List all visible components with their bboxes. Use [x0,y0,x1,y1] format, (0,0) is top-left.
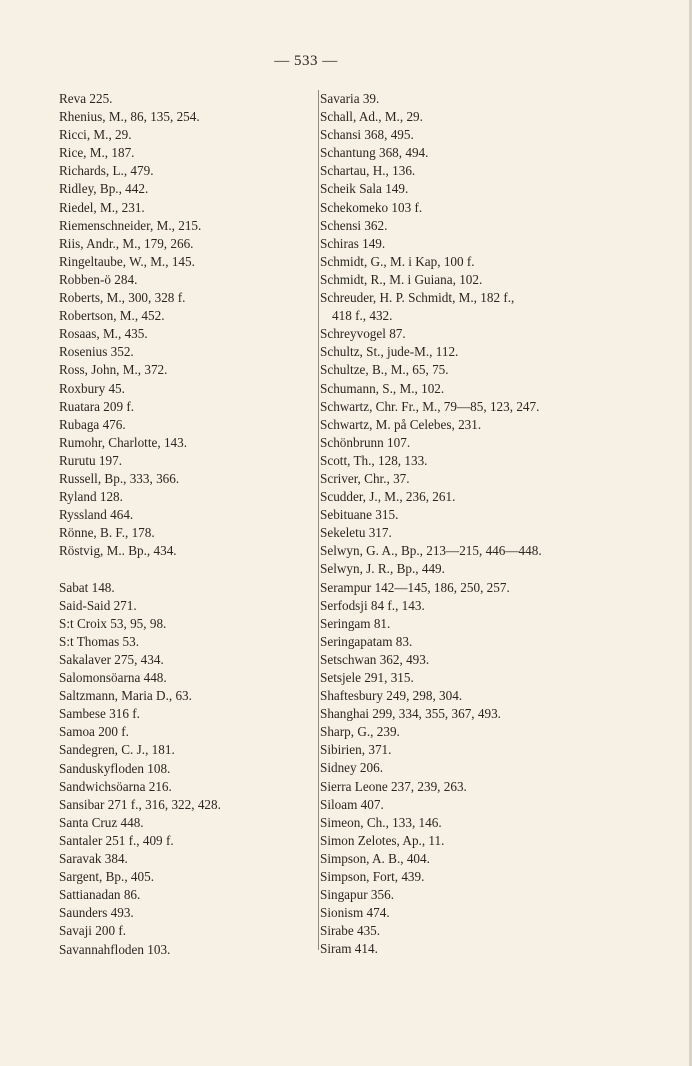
index-entry: Schultze, B., M., 65, 75. [320,362,449,378]
index-entry: Singapur 356. [320,887,394,903]
index-entry: Schwartz, M. på Celebes, 231. [320,416,482,432]
index-entry: Scudder, J., M., 236, 261. [320,489,456,505]
index-entry: Seringapatam 83. [320,633,413,649]
index-entry: Sionism 474. [320,905,390,921]
index-entry: Rumohr, Charlotte, 143. [59,434,188,450]
index-entry: Richards, L., 479. [59,163,154,179]
index-entry: Savaria 39. [320,91,380,106]
index-entry: Sharp, G., 239. [320,724,400,740]
index-entry: Scheik Sala 149. [320,181,409,197]
index-entry: Rosenius 352. [59,344,134,360]
index-entry: Riis, Andr., M., 179, 266. [59,235,194,251]
index-entry: Selwyn, G. A., Bp., 213—215, 446—448. [320,543,542,559]
index-entry: Selwyn, J. R., Bp., 449. [320,561,445,577]
index-entry: Simeon, Ch., 133, 146. [320,814,442,830]
index-entry: Schreyvogel 87. [320,326,406,342]
index-entry: Siloam 407. [320,796,384,812]
index-entry: Ringeltaube, W., M., 145. [59,253,195,269]
index-entry: Riemenschneider, M., 215. [59,217,202,233]
index-entry: Sirabe 435. [320,923,381,939]
index-entry: Rhenius, M., 86, 135, 254. [59,109,200,125]
index-entry: Sandwichsöarna 216. [59,778,172,794]
index-entry: Santaler 251 f., 409 f. [59,832,174,848]
index-entry: Schreuder, H. P. Schmidt, M., 182 f., [320,290,515,306]
index-entry: Sandegren, C. J., 181. [59,742,175,758]
index-entry: Ruatara 209 f. [59,398,135,414]
index-entry: Simpson, Fort, 439. [320,869,425,885]
index-entry: Setsjele 291, 315. [320,670,414,685]
index-entry: Serfodsji 84 f., 143. [320,597,425,613]
index-entry: Roxbury 45. [59,380,125,396]
index-entry: Riedel, M., 231. [59,199,145,215]
index-entry: Roberts, M., 300, 328 f. [59,290,186,306]
section-gap [59,560,309,578]
index-entry: Sidney 206. [320,760,384,776]
index-entry: Saltzmann, Maria D., 63. [59,688,192,704]
index-entry: Sambese 316 f. [59,706,140,722]
index-entry: Sebituane 315. [320,507,399,523]
index-entry: Schmidt, G., M. i Kap, 100 f. [320,253,475,269]
index-entry: Saravak 384. [59,851,128,867]
index-entry: Savannahfloden 103. [59,941,171,957]
index-entry: S:t Croix 53, 95, 98. [59,615,167,631]
index-entry: Scriver, Chr., 37. [320,470,410,486]
index-entry: 418 f., 432. [332,308,393,324]
index-entry: Sabat 148. [59,579,115,595]
index-entry: Sansibar 271 f., 316, 322, 428. [59,796,221,812]
index-entry: Schmidt, R., M. i Guiana, 102. [320,271,483,287]
index-entry: Said-Said 271. [59,597,137,613]
index-entry: Sanduskyfloden 108. [59,760,171,776]
index-entry: Schiras 149. [320,235,386,251]
index-entry: Sekeletu 317. [320,525,392,541]
index-entry: Ridley, Bp., 442. [59,181,149,197]
index-entry: Rice, M., 187. [59,145,135,161]
index-entry: Röstvig, M.. Bp., 434. [59,543,177,559]
index-entry: Schwartz, Chr. Fr., M., 79—85, 123, 247. [320,398,540,414]
index-entry: Rurutu 197. [59,452,123,468]
index-entry: Schönbrunn 107. [320,434,411,450]
index-entry: Shaftesbury 249, 298, 304. [320,688,463,704]
index-entry: Robben-ö 284. [59,271,138,287]
index-entry: Setschwan 362, 493. [320,651,430,667]
index-entry: Sakalaver 275, 434. [59,652,164,667]
index-entry: Santa Cruz 448. [59,814,144,830]
index-entry: S:t Thomas 53. [59,633,139,649]
index-entry: Ryssland 464. [59,507,134,523]
index-entry: Robertson, M., 452. [59,308,165,324]
page-number: — 533 — [274,53,338,69]
index-entry: Schartau, H., 136. [320,163,416,179]
index-entry: Rubaga 476. [59,416,126,432]
index-entry: Rosaas, M., 435. [59,326,148,342]
index-entry: Simpson, A. B., 404. [320,850,430,866]
index-entry: Russell, Bp., 333, 366. [59,470,180,486]
index-entry: Schumann, S., M., 102. [320,380,445,396]
index-entry: Saunders 493. [59,905,134,921]
index-entry: Schekomeko 103 f. [320,199,423,215]
index-entry: Sibirien, 371. [320,742,392,758]
index-entry: Rönne, B. F., 178. [59,525,155,541]
index-entry: Sargent, Bp., 405. [59,869,154,885]
index-entry: Siram 414. [320,941,378,957]
index-column-left [59,90,309,959]
index-column-right [318,90,620,957]
index-entry: Samoa 200 f. [59,724,129,740]
index-entry: Shanghai 299, 334, 355, 367, 493. [320,706,501,722]
index-entry: Schensi 362. [320,217,388,233]
index-entry: Salomonsöarna 448. [59,670,167,686]
index-entry: Schall, Ad., M., 29. [320,109,423,125]
index-entry: Simon Zelotes, Ap., 11. [320,832,445,848]
index-entry: Serampur 142—145, 186, 250, 257. [320,579,510,595]
index-entry: Seringam 81. [320,615,391,631]
index-entry: Scott, Th., 128, 133. [320,452,428,468]
index-entry: Sierra Leone 237, 239, 263. [320,778,467,794]
index-entry: Schansi 368, 495. [320,127,414,143]
index-entry: Schultz, St., jude-M., 112. [320,344,459,360]
index-entry: Schantung 368, 494. [320,145,429,161]
index-entry: Ryland 128. [59,489,123,505]
index-entry: Sattianadan 86. [59,887,141,903]
index-entry: Ross, John, M., 372. [59,362,168,378]
index-entry: Savaji 200 f. [59,923,127,939]
index-entry: Reva 225. [59,91,113,106]
index-entry: Ricci, M., 29. [59,127,132,143]
